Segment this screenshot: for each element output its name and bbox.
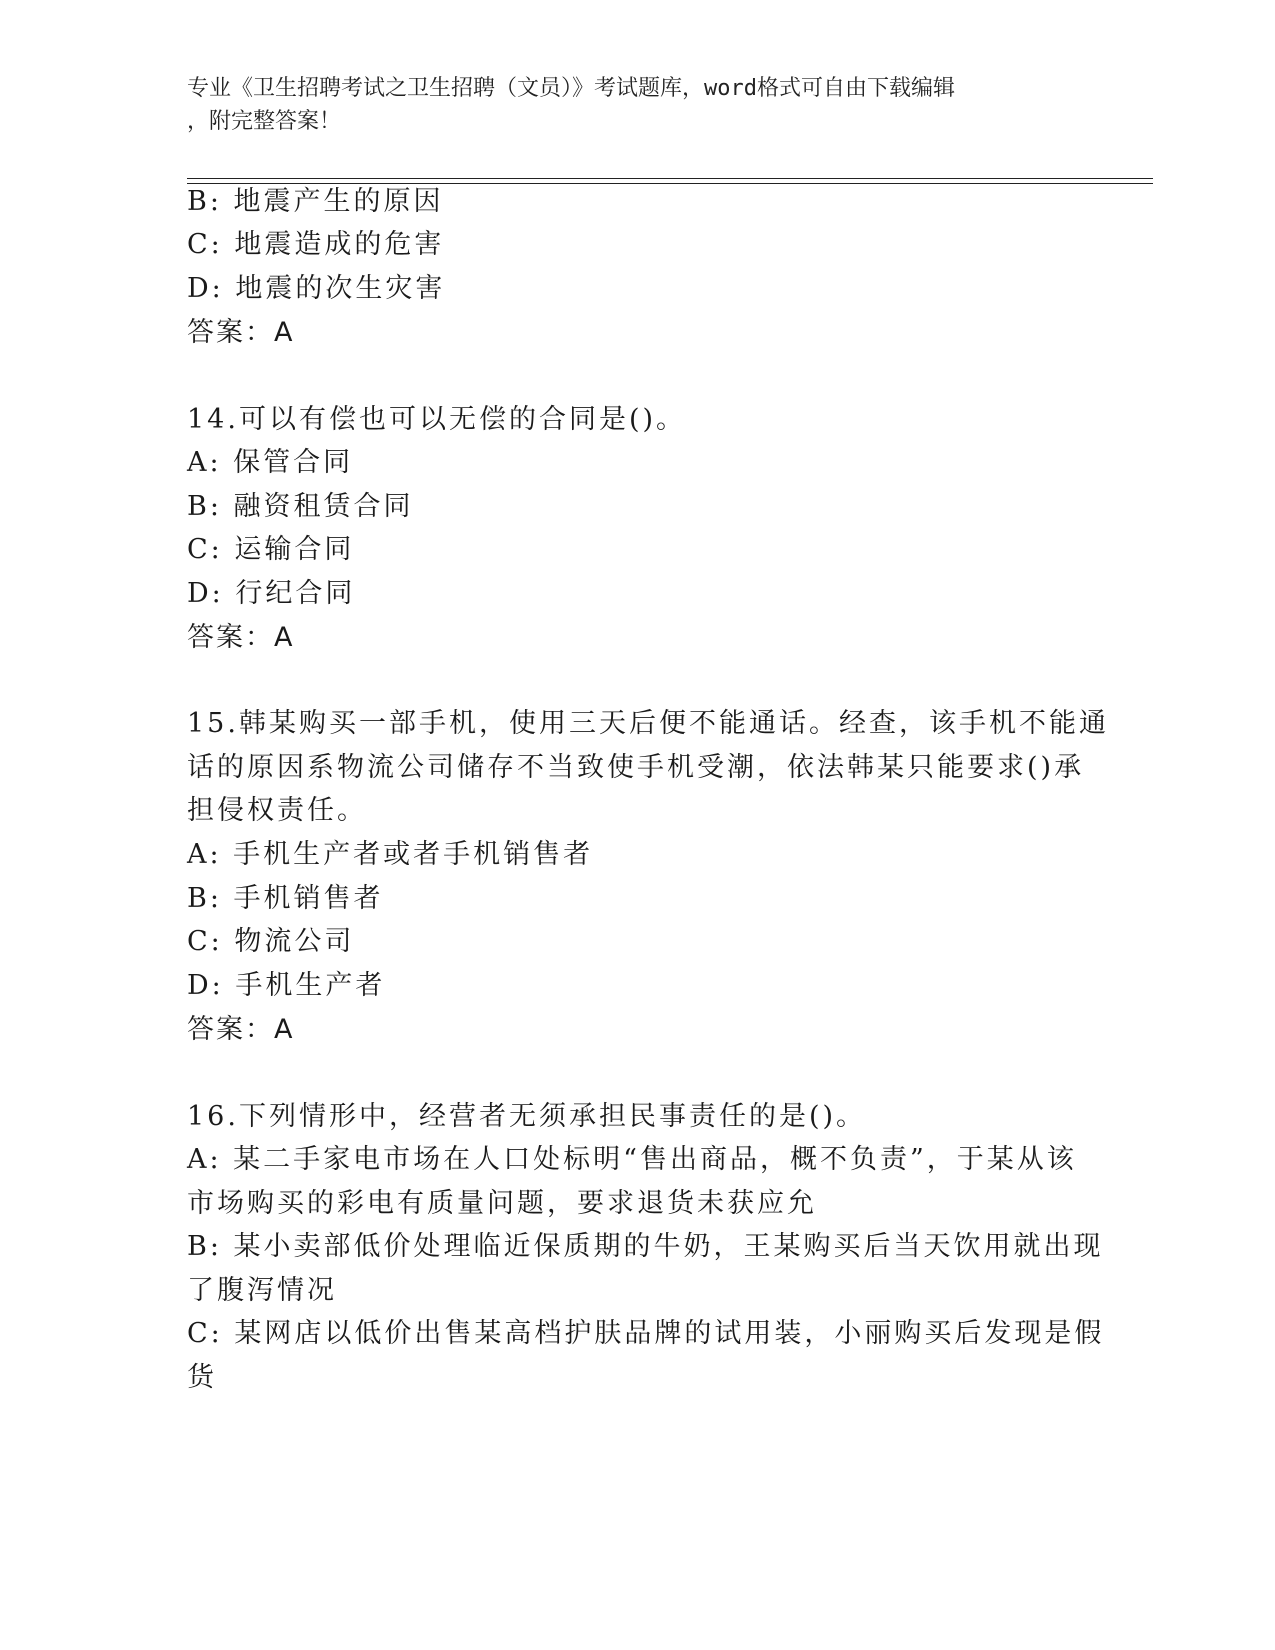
q13-option-d: D: 地震的次生灾害	[187, 273, 446, 304]
q14-option-c: C: 运输合同	[187, 534, 355, 565]
q15-question-line-1: 15.韩某购买一部手机，使用三天后便不能通话。经查，该手机不能通	[187, 708, 1109, 739]
q14-option-d: D: 行纪合同	[187, 578, 356, 609]
q14-option-a: A: 保管合同	[187, 447, 354, 478]
q16-option-a-line-2: 市场购买的彩电有质量问题，要求退货未获应允	[187, 1188, 817, 1219]
document-header	[187, 72, 1087, 138]
q16-option-a-line-1: A: 某二手家电市场在人口处标明“售出商品，概不负责”，于某从该	[187, 1144, 1077, 1175]
q16-option-c-line-1: C: 某网店以低价出售某高档护肤品牌的试用装，小丽购买后发现是假	[187, 1318, 1105, 1349]
q16-option-b-line-2: 了腹泻情况	[187, 1275, 337, 1306]
q15-option-a: A: 手机生产者或者手机销售者	[187, 839, 594, 870]
q13-option-c: C: 地震造成的危害	[187, 229, 445, 260]
header-rule-top	[187, 178, 1153, 179]
q15-option-c: C: 物流公司	[187, 926, 355, 957]
header-line-2: ，附完整答案！	[187, 109, 342, 134]
q15-option-b: B: 手机销售者	[187, 883, 384, 914]
q16-option-b-line-1: B: 某小卖部低价处理临近保质期的牛奶，王某购买后当天饮用就出现	[187, 1231, 1104, 1262]
q13-answer: 答案：A	[187, 317, 295, 348]
q16-option-c-line-2: 货	[187, 1362, 217, 1393]
q15-option-d: D: 手机生产者	[187, 970, 386, 1001]
q14-question: 14.可以有偿也可以无偿的合同是()。	[187, 404, 687, 435]
header-line-1: 专业《卫生招聘考试之卫生招聘（文员）》考试题库，word格式可自由下载编辑	[187, 76, 955, 101]
header-rule-bottom	[187, 183, 1153, 184]
q15-answer: 答案：A	[187, 1014, 295, 1045]
q13-option-b: B: 地震产生的原因	[187, 186, 444, 217]
q15-question-line-2: 话的原因系物流公司储存不当致使手机受潮，依法韩某只能要求()承	[187, 752, 1085, 783]
q15-question-line-3: 担侵权责任。	[187, 795, 367, 826]
q16-question: 16.下列情形中，经营者无须承担民事责任的是()。	[187, 1101, 867, 1132]
q14-option-b: B: 融资租赁合同	[187, 491, 414, 522]
q14-answer: 答案：A	[187, 622, 295, 653]
